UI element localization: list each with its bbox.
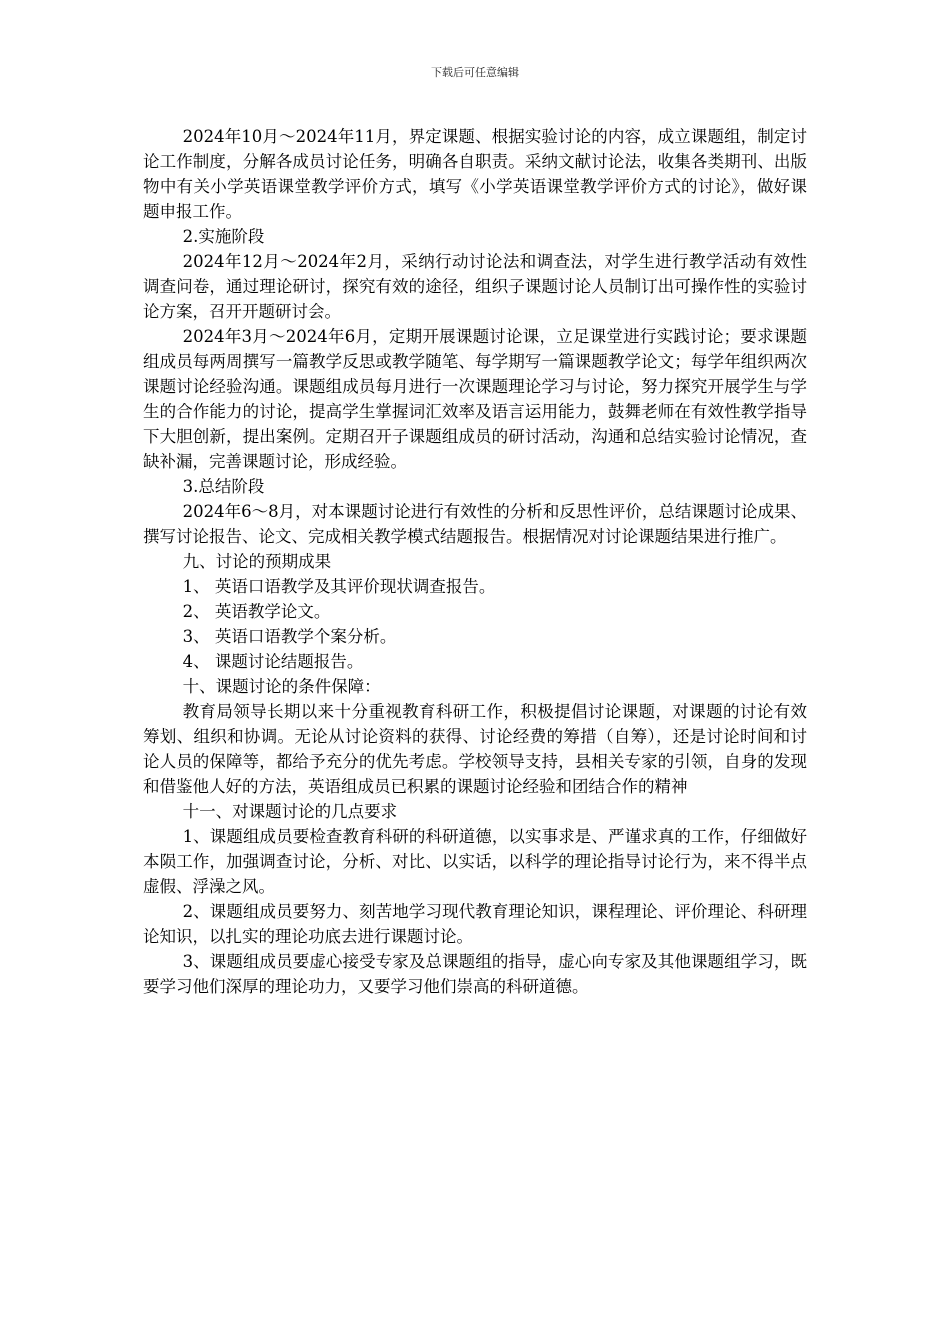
paragraph-requirement-3: 3、课题组成员要虚心接受专家及总课题组的指导，虚心向专家及其他课题组学习，既要学习他们深厚的理论功力，又要学习他们崇高的科研道德。 — [143, 952, 807, 996]
document-body — [143, 124, 807, 999]
heading-implementation-phase: 2.实施阶段 — [182, 227, 265, 246]
paragraph-implementation-mar-jun: 2024年3月～2024年6月，定期开展课题讨论课，立足课堂进行实践讨论；要求课题组成员每两周撰写一篇教学反思或教学随笔、每学期写一篇课题教学论文；每学年组织两次课题讨论经验沟通。课题组成员每月进行一次课题理论学习与讨论，努力探究开展学生与学生的合作能力的讨论，提高学生掌握词汇效率及语言运用能力，鼓舞老师在有效性教学指导下大胆创新，提出案例。定期召开子课题组成员的研讨活动，沟通和总结实验讨论情况，查缺补漏，完善课题讨论，形成经验。 — [143, 327, 807, 471]
heading-summary-phase: 3.总结阶段 — [182, 477, 265, 496]
paragraph-phase1-schedule: 2024年10月～2024年11月，界定课题、根据实验讨论的内容，成立课题组，制定讨论工作制度，分解各成员讨论任务，明确各自职责。采纳文献讨论法，收集各类期刊、出版物中有关小学英语课堂教学评价方式，填写《小学英语课堂教学评价方式的讨论》，做好课题申报工作。 — [143, 127, 807, 221]
paragraph-summary-phase: 2024年6～8月，对本课题讨论进行有效性的分析和反思性评价，总结课题讨论成果、撰写讨论报告、论文、完成相关教学模式结题报告。根据情况对讨论课题结果进行推广。 — [143, 502, 807, 546]
heading-expected-results: 九、讨论的预期成果 — [182, 552, 332, 571]
list-item-result-1: 1、 英语口语教学及其评价现状调查报告。 — [182, 577, 496, 596]
page-header-note: 下载后可任意编辑 — [431, 66, 519, 79]
list-item-result-4: 4、 课题讨论结题报告。 — [182, 652, 364, 671]
heading-requirements: 十一、对课题讨论的几点要求 — [182, 802, 398, 821]
list-item-result-2: 2、 英语教学论文。 — [182, 602, 331, 621]
list-item-result-3: 3、 英语口语教学个案分析。 — [182, 627, 397, 646]
paragraph-implementation-dec-feb: 2024年12月～2024年2月，采纳行动讨论法和调查法，对学生进行教学活动有效性调查问卷，通过理论研讨，探究有效的途径，组织子课题讨论人员制订出可操作性的实验讨论方案，召开开题研讨会。 — [143, 252, 807, 321]
paragraph-requirement-2: 2、课题组成员要努力、刻苦地学习现代教育理论知识，课程理论、评价理论、科研理论知识，以扎实的理论功底去进行课题讨论。 — [143, 902, 807, 946]
heading-conditions: 十、课题讨论的条件保障： — [182, 677, 381, 696]
paragraph-conditions: 教育局领导长期以来十分重视教育科研工作，积极提倡讨论课题，对课题的讨论有效筹划、组织和协调。无论从讨论资料的获得、讨论经费的筹措（自筹），还是讨论时间和讨论人员的保障等，都给予充分的优先考虑。学校领导支持，县相关专家的引领，自身的发现和借鉴他人好的方法，英语组成员已积累的课题讨论经验和团结合作的精神 — [143, 702, 807, 796]
paragraph-requirement-1: 1、课题组成员要检查教育科研的科研道德，以实事求是、严谨求真的工作，仔细做好本陨工作，加强调查讨论，分析、对比、以实话，以科学的理论指导讨论行为，来不得半点虚假、浮澡之风。 — [143, 827, 807, 896]
